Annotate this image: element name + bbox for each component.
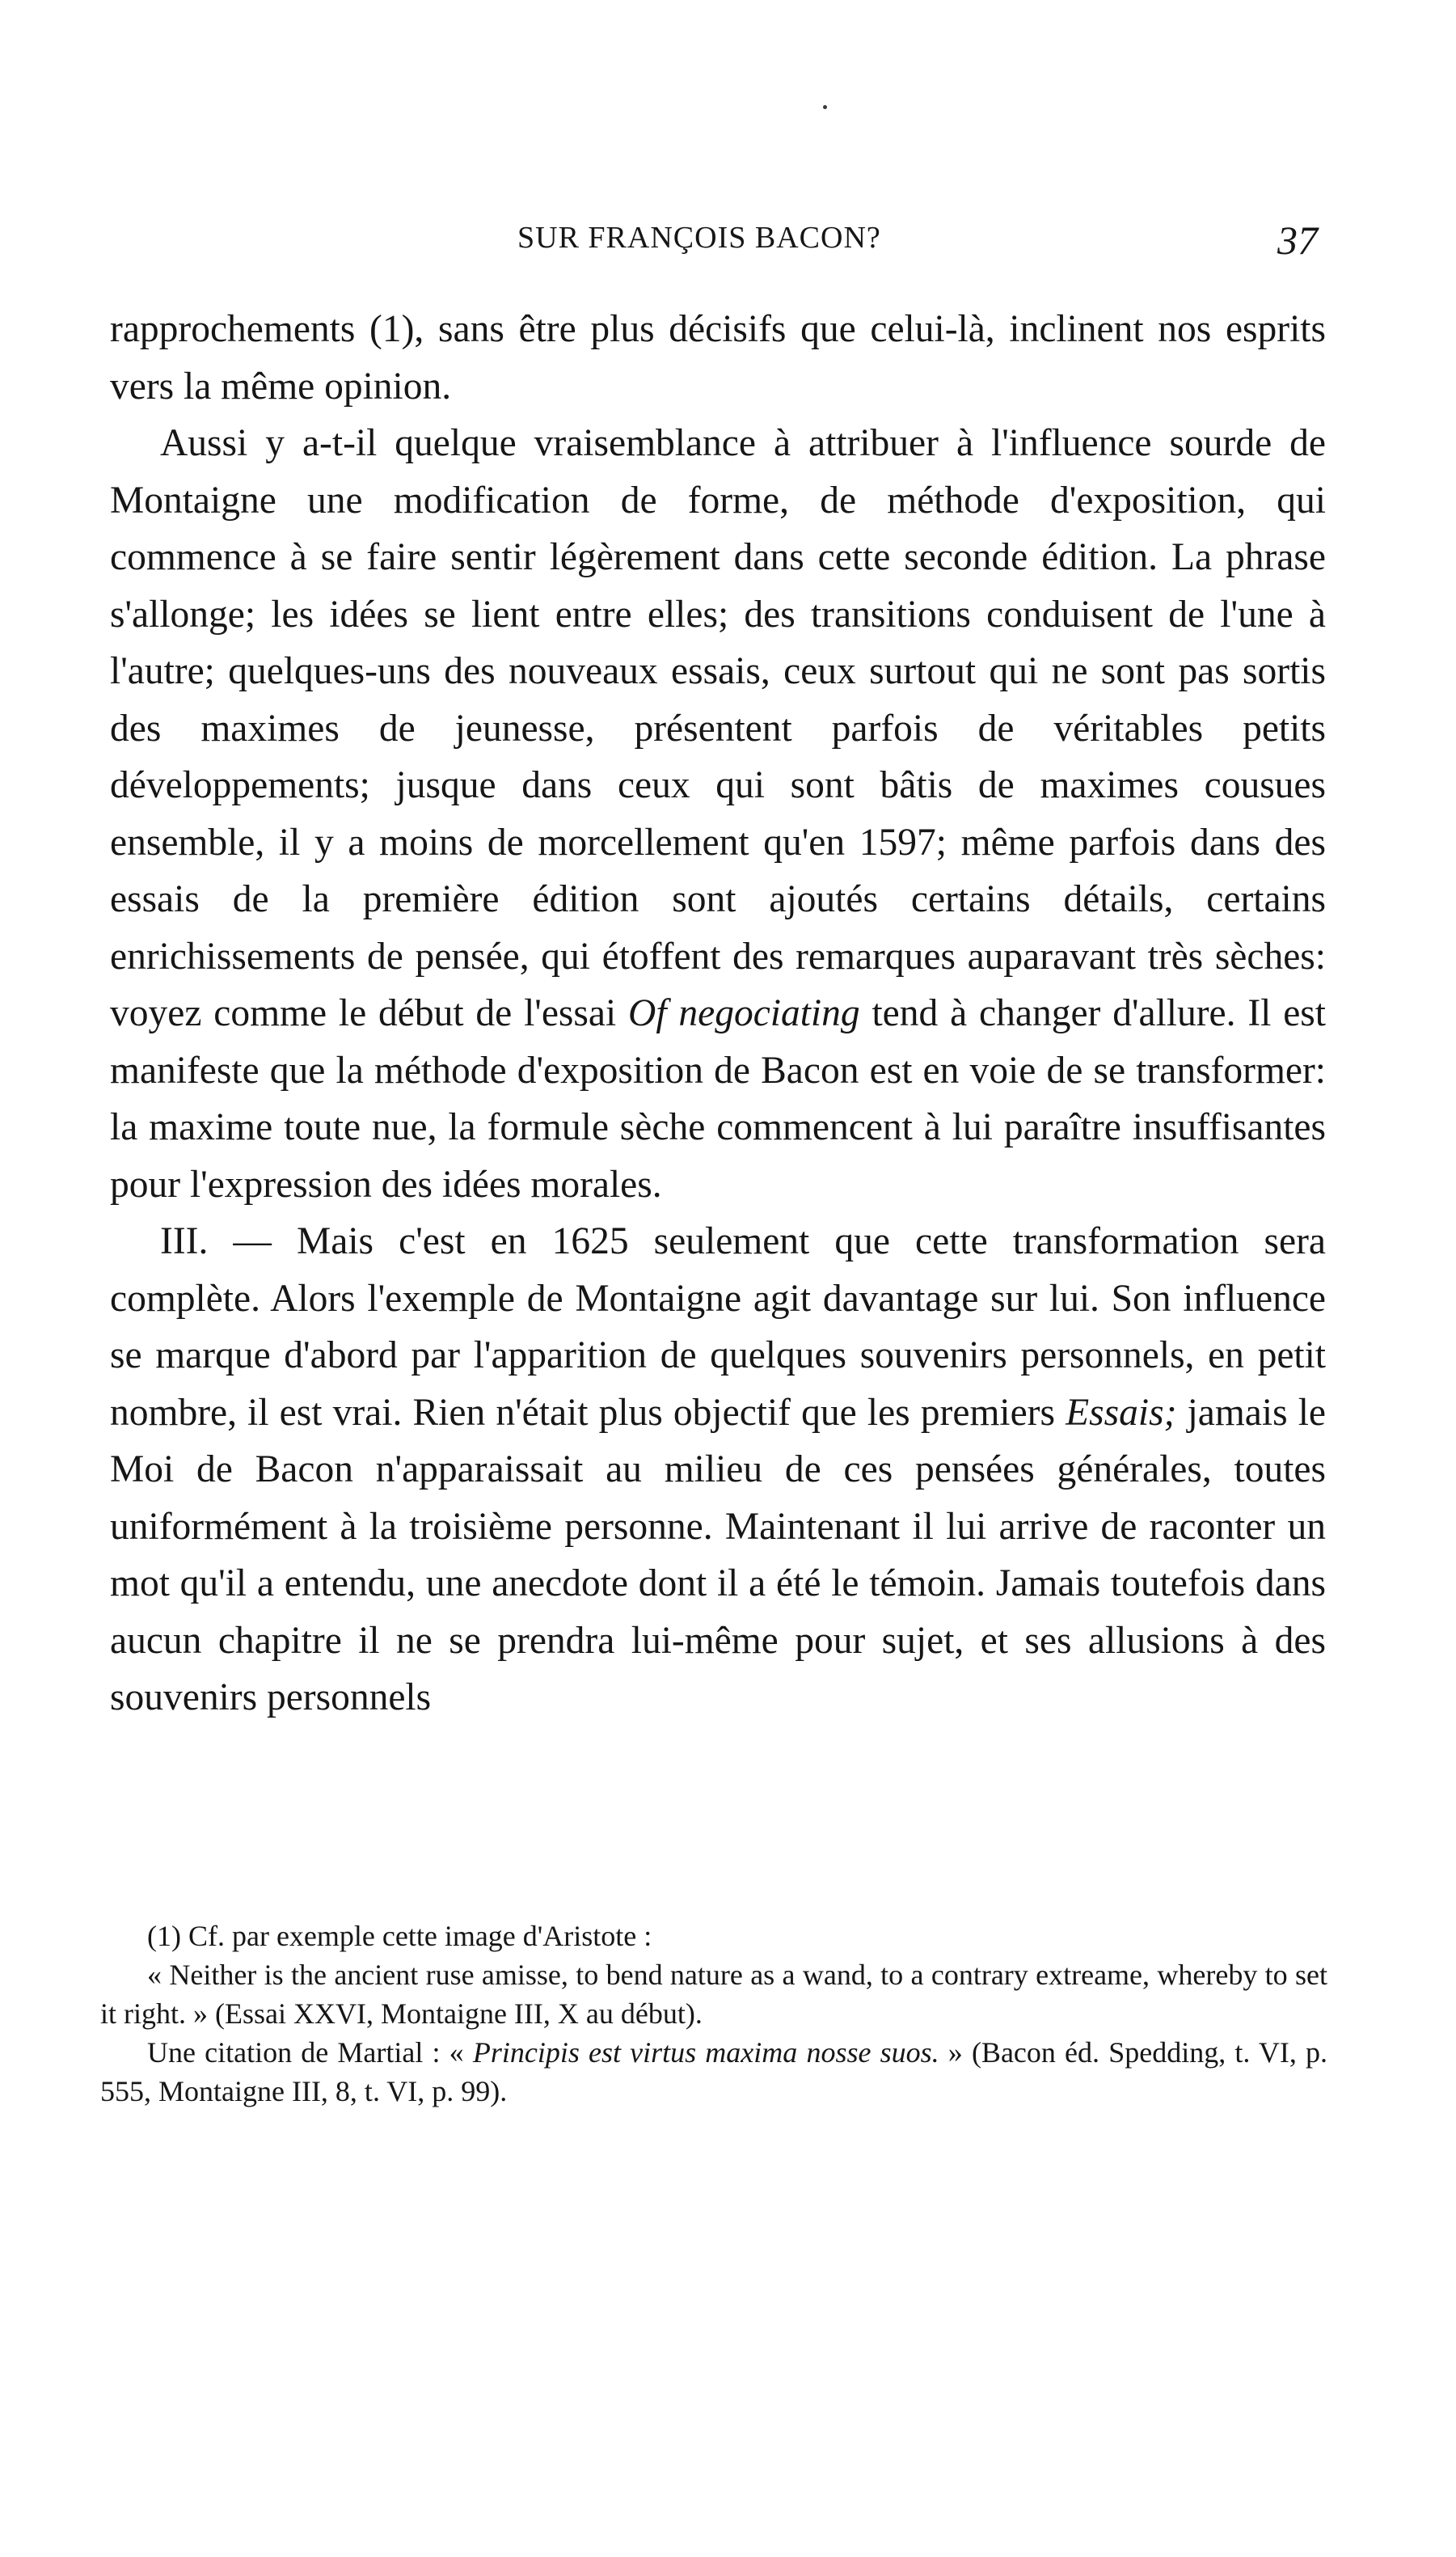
footnote-martial-text-b: » (Bacon éd. Spedding, t. VI, p. 555, Montaigne III, 8, t. VI, p. 99). (100, 2036, 1328, 2107)
essay-title-of-negociating: Of negociating (628, 992, 860, 1034)
footnote-1-quote: « Neither is the ancient ruse amisse, to bend nature as a wand, to a contrary extreame, whereby to set it right. » (Essai XXVI, Montaigne III, X au début). (100, 1959, 1327, 2030)
work-title-essais: Essais; (1066, 1391, 1177, 1434)
paragraph-3 (110, 1213, 1326, 1727)
footnote-1-martial (100, 2033, 1327, 2111)
paragraph-2-text-a: Aussi y a-t-il quelque vraisemblance à attribuer à l'influence sourde de Montaigne une modification de forme, de méthode d'exposition, qui commence à se faire sentir légèrement dans cette seconde édition. La phrase s'allonge; les idées se lient entre elles; des transitions conduisent de l'une à l'autre; quelques-uns des nouveaux essais, ceux surtout qui ne sont pas sortis des maximes de jeunesse, présentent parfois de véritables petits développements; jusque dans ceux qui sont bâtis de maximes cousues ensemble, il y a moins de morcellement qu'en 1597; même parfois dans des essais de la première édition sont ajoutés certains détails, certains enrichissements de pensée, qui étoffent des remarques auparavant très sèches: voyez comme le début de l'essai (110, 422, 1326, 1034)
page-number: 37 (1277, 218, 1318, 263)
footnote-martial-text-a: Une citation de Martial : « (147, 2036, 473, 2069)
stray-ink-dot (823, 105, 827, 109)
paragraph-1-text: rapprochements (1), sans être plus décisifs que celui-là, inclinent nos esprits vers la même opinion. (110, 308, 1326, 408)
main-text (110, 301, 1326, 1727)
paragraph-2 (110, 415, 1326, 1213)
paragraph-2-text-b: tend à changer d'allure. Il est manifeste que la méthode d'exposition de Bacon est en voie de se transformer: la maxime toute nue, la formule sèche commencent à lui paraître insuffisantes pour l'expression des idées morales. (110, 992, 1326, 1206)
martial-quote: Principis est virtus maxima nosse suos. (472, 2036, 939, 2069)
paragraph-1 (110, 301, 1326, 415)
running-title: SUR FRANÇOIS BACON? (517, 221, 881, 255)
paragraph-3-text-b: jamais le Moi de Bacon n'apparaissait au milieu de ces pensées générales, toutes uniformément à la troisième personne. Maintenant il lui arrive de raconter un mot qu'il a entendu, une anecdote dont il a été le témoin. Jamais toutefois dans aucun chapitre il ne se prendra lui-même pour sujet, et ses allusions à des souvenirs personnels (110, 1391, 1326, 1718)
footnote-1-intro: (1) Cf. par exemple cette image d'Aristote : (147, 1920, 652, 1952)
running-head (0, 220, 1456, 268)
paragraph-3-text-a: III. — Mais c'est en 1625 seulement que cette transformation sera complète. Alors l'exemple de Montaigne agit davantage sur lui. Son influence se marque d'abord par l'apparition de quelques souvenirs personnels, en petit nombre, il est vrai. Rien n'était plus objectif que les premiers (110, 1220, 1326, 1434)
footnotes (100, 1917, 1327, 2111)
